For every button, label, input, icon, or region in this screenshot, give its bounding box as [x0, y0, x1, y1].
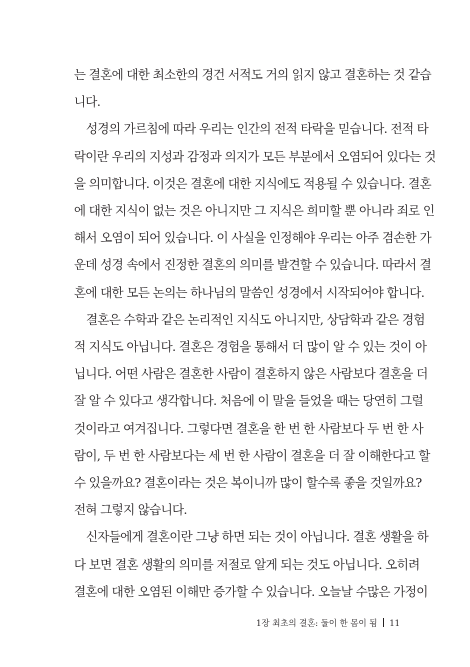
page-footer — [256, 617, 400, 629]
footer-divider — [383, 618, 384, 627]
running-chapter-title: 1장 최초의 결혼: 둘이 한 몸이 됨 — [256, 618, 378, 628]
text-line: 닙니다. 어떤 사람은 결혼한 사람이 결혼하지 않은 사람보다 결혼을 더 — [74, 366, 428, 382]
text-line: 잘 알 수 있다고 생각합니다. 처음에 이 말을 들었을 때는 당연히 그럴 — [74, 393, 423, 409]
text-line: 니다. — [74, 94, 101, 110]
text-line: 다 보면 결혼 생활의 의미를 저절로 알게 되는 것도 아닙니다. 오히려 — [74, 556, 420, 572]
text-line: 전혀 그렇지 않습니다. — [74, 502, 187, 518]
text-line: 을 의미합니다. 이것은 결혼에 대한 지식에도 적용될 수 있습니다. 결혼 — [74, 175, 432, 191]
text-line: 운데 성경 속에서 진정한 결혼의 의미를 발견할 수 있습니다. 따라서 결 — [74, 257, 432, 273]
page-number: 11 — [389, 618, 400, 628]
text-line: 는 결혼에 대한 최소한의 경건 서적도 거의 읽지 않고 결혼하는 것 같습 — [74, 67, 432, 82]
text-line: 해서 오염이 되어 있습니다. 이 사실을 인정해야 우리는 아주 겸손한 가 — [74, 230, 432, 246]
text-line: 혼에 대한 모든 논의는 하나님의 말씀인 성경에서 시작되어야 합니다. — [74, 284, 425, 300]
text-line: 락이란 우리의 지성과 감정과 의지가 모든 부분에서 오염되어 있다는 것 — [74, 148, 436, 164]
body-text — [74, 61, 436, 605]
text-line: 결혼은 수학과 같은 논리적인 지식도 아니지만, 상담학과 같은 경험 — [86, 311, 425, 327]
text-line: 것이라고 여겨집니다. 그렇다면 결혼을 한 번 한 사람보다 두 번 한 사 — [74, 420, 423, 436]
text-line: 성경의 가르침에 따라 우리는 인간의 전적 타락을 믿습니다. 전적 타 — [86, 121, 429, 137]
text-line: 수 있을까요? 결혼이라는 것은 복이니까 많이 할수록 좋을 것일까요? — [74, 475, 422, 491]
text-line: 결혼에 대한 오염된 이해만 증가할 수 있습니다. 오늘날 수많은 가정이 — [74, 583, 428, 599]
text-line: 람이, 두 번 한 사람보다는 세 번 한 사람이 결혼을 더 잘 이해한다고 할 — [74, 447, 430, 463]
text-line: 에 대한 지식이 없는 것은 아니지만 그 지식은 희미할 뿐 아니라 죄로 인 — [74, 203, 435, 219]
text-line: 신자들에게 결혼이란 그냥 하면 되는 것이 아닙니다. 결혼 생활을 하 — [86, 529, 429, 545]
text-line: 적 지식도 아닙니다. 결혼은 경험을 통해서 더 많이 알 수 있는 것이 아 — [74, 339, 427, 355]
